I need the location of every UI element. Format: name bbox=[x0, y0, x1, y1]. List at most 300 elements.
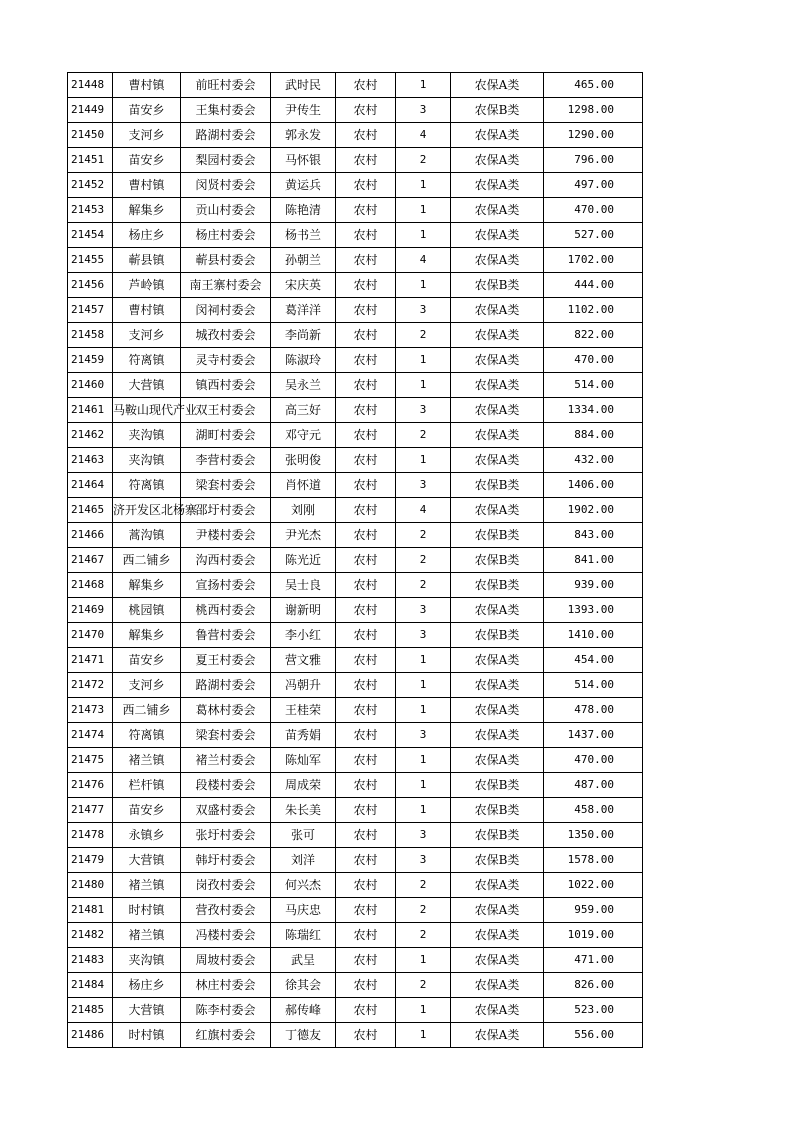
table-row bbox=[68, 173, 643, 198]
cell-count: 3 bbox=[396, 723, 451, 748]
cell-amount: 796.00 bbox=[544, 148, 643, 173]
cell-area: 农村 bbox=[336, 848, 396, 873]
table-row bbox=[68, 998, 643, 1023]
cell-id: 21463 bbox=[68, 448, 113, 473]
cell-area: 农村 bbox=[336, 223, 396, 248]
cell-name: 刘刚 bbox=[271, 498, 336, 523]
cell-town: 支河乡 bbox=[113, 123, 181, 148]
table-row bbox=[68, 598, 643, 623]
cell-village: 葛林村委会 bbox=[181, 698, 271, 723]
cell-count: 3 bbox=[396, 848, 451, 873]
table-row bbox=[68, 223, 643, 248]
cell-village: 鲁营村委会 bbox=[181, 623, 271, 648]
cell-id: 21459 bbox=[68, 348, 113, 373]
cell-area: 农村 bbox=[336, 948, 396, 973]
cell-count: 1 bbox=[396, 748, 451, 773]
cell-amount: 1393.00 bbox=[544, 598, 643, 623]
cell-count: 1 bbox=[396, 198, 451, 223]
table-row bbox=[68, 248, 643, 273]
table-row bbox=[68, 123, 643, 148]
cell-category: 农保B类 bbox=[451, 623, 544, 648]
cell-category: 农保A类 bbox=[451, 173, 544, 198]
cell-count: 2 bbox=[396, 898, 451, 923]
cell-town: 大营镇 bbox=[113, 373, 181, 398]
table-row bbox=[68, 298, 643, 323]
cell-town: 杨庄乡 bbox=[113, 223, 181, 248]
cell-area: 农村 bbox=[336, 798, 396, 823]
cell-area: 农村 bbox=[336, 548, 396, 573]
cell-id: 21457 bbox=[68, 298, 113, 323]
cell-amount: 470.00 bbox=[544, 198, 643, 223]
cell-area: 农村 bbox=[336, 398, 396, 423]
cell-area: 农村 bbox=[336, 923, 396, 948]
cell-amount: 959.00 bbox=[544, 898, 643, 923]
cell-id: 21456 bbox=[68, 273, 113, 298]
cell-village: 闵贤村委会 bbox=[181, 173, 271, 198]
cell-amount: 822.00 bbox=[544, 323, 643, 348]
cell-town: 苗安乡 bbox=[113, 798, 181, 823]
cell-amount: 523.00 bbox=[544, 998, 643, 1023]
cell-town: 符离镇 bbox=[113, 473, 181, 498]
cell-town: 时村镇 bbox=[113, 898, 181, 923]
cell-amount: 478.00 bbox=[544, 698, 643, 723]
cell-id: 21460 bbox=[68, 373, 113, 398]
cell-name: 徐其会 bbox=[271, 973, 336, 998]
cell-id: 21484 bbox=[68, 973, 113, 998]
cell-amount: 1102.00 bbox=[544, 298, 643, 323]
cell-amount: 1334.00 bbox=[544, 398, 643, 423]
cell-town: 西二铺乡 bbox=[113, 548, 181, 573]
cell-village: 邵圩村委会 bbox=[181, 498, 271, 523]
cell-name: 武时民 bbox=[271, 73, 336, 98]
cell-count: 1 bbox=[396, 773, 451, 798]
cell-id: 21479 bbox=[68, 848, 113, 873]
table-row bbox=[68, 973, 643, 998]
cell-category: 农保A类 bbox=[451, 1023, 544, 1048]
table-row bbox=[68, 623, 643, 648]
cell-category: 农保B类 bbox=[451, 773, 544, 798]
cell-amount: 1410.00 bbox=[544, 623, 643, 648]
cell-category: 农保B类 bbox=[451, 273, 544, 298]
cell-name: 陈灿军 bbox=[271, 748, 336, 773]
cell-amount: 527.00 bbox=[544, 223, 643, 248]
table-row bbox=[68, 98, 643, 123]
cell-category: 农保A类 bbox=[451, 323, 544, 348]
cell-village: 岗孜村委会 bbox=[181, 873, 271, 898]
cell-count: 1 bbox=[396, 798, 451, 823]
cell-village: 段楼村委会 bbox=[181, 773, 271, 798]
cell-count: 2 bbox=[396, 523, 451, 548]
cell-town: 夹沟镇 bbox=[113, 948, 181, 973]
table-row bbox=[68, 148, 643, 173]
cell-town: 褚兰镇 bbox=[113, 873, 181, 898]
cell-category: 农保A类 bbox=[451, 123, 544, 148]
cell-name: 陈淑玲 bbox=[271, 348, 336, 373]
cell-village: 闵祠村委会 bbox=[181, 298, 271, 323]
cell-amount: 471.00 bbox=[544, 948, 643, 973]
cell-count: 2 bbox=[396, 923, 451, 948]
cell-category: 农保A类 bbox=[451, 373, 544, 398]
cell-id: 21477 bbox=[68, 798, 113, 823]
cell-area: 农村 bbox=[336, 273, 396, 298]
cell-town: 解集乡 bbox=[113, 198, 181, 223]
cell-town: 杨庄乡 bbox=[113, 973, 181, 998]
cell-area: 农村 bbox=[336, 673, 396, 698]
cell-town: 褚兰镇 bbox=[113, 748, 181, 773]
cell-name: 邓守元 bbox=[271, 423, 336, 448]
cell-name: 李小红 bbox=[271, 623, 336, 648]
cell-area: 农村 bbox=[336, 373, 396, 398]
cell-area: 农村 bbox=[336, 648, 396, 673]
table-row bbox=[68, 773, 643, 798]
cell-amount: 1902.00 bbox=[544, 498, 643, 523]
cell-amount: 465.00 bbox=[544, 73, 643, 98]
cell-area: 农村 bbox=[336, 148, 396, 173]
cell-town: 蒿沟镇 bbox=[113, 523, 181, 548]
cell-village: 路湖村委会 bbox=[181, 123, 271, 148]
cell-count: 2 bbox=[396, 548, 451, 573]
cell-amount: 1290.00 bbox=[544, 123, 643, 148]
cell-name: 宋庆英 bbox=[271, 273, 336, 298]
cell-id: 21458 bbox=[68, 323, 113, 348]
cell-count: 1 bbox=[396, 673, 451, 698]
cell-count: 1 bbox=[396, 348, 451, 373]
cell-village: 尹楼村委会 bbox=[181, 523, 271, 548]
table-row bbox=[68, 498, 643, 523]
cell-id: 21468 bbox=[68, 573, 113, 598]
cell-name: 丁德友 bbox=[271, 1023, 336, 1048]
cell-area: 农村 bbox=[336, 473, 396, 498]
cell-count: 1 bbox=[396, 948, 451, 973]
table-body bbox=[68, 73, 643, 1048]
cell-town: 大营镇 bbox=[113, 848, 181, 873]
table-row bbox=[68, 423, 643, 448]
cell-amount: 1578.00 bbox=[544, 848, 643, 873]
cell-name: 吴士良 bbox=[271, 573, 336, 598]
cell-village: 周坡村委会 bbox=[181, 948, 271, 973]
cell-amount: 1702.00 bbox=[544, 248, 643, 273]
cell-amount: 1406.00 bbox=[544, 473, 643, 498]
cell-area: 农村 bbox=[336, 773, 396, 798]
cell-amount: 514.00 bbox=[544, 673, 643, 698]
cell-count: 2 bbox=[396, 423, 451, 448]
cell-amount: 884.00 bbox=[544, 423, 643, 448]
cell-area: 农村 bbox=[336, 1023, 396, 1048]
cell-town: 西二铺乡 bbox=[113, 698, 181, 723]
cell-town: 蕲县镇 bbox=[113, 248, 181, 273]
cell-village: 湖町村委会 bbox=[181, 423, 271, 448]
cell-category: 农保A类 bbox=[451, 198, 544, 223]
cell-count: 1 bbox=[396, 73, 451, 98]
cell-count: 1 bbox=[396, 223, 451, 248]
cell-area: 农村 bbox=[336, 698, 396, 723]
table-row bbox=[68, 848, 643, 873]
cell-village: 宣扬村委会 bbox=[181, 573, 271, 598]
cell-name: 张可 bbox=[271, 823, 336, 848]
cell-id: 21482 bbox=[68, 923, 113, 948]
cell-village: 镇西村委会 bbox=[181, 373, 271, 398]
cell-area: 农村 bbox=[336, 748, 396, 773]
cell-village: 梁套村委会 bbox=[181, 723, 271, 748]
cell-town: 芦岭镇 bbox=[113, 273, 181, 298]
cell-id: 21474 bbox=[68, 723, 113, 748]
record-table bbox=[67, 72, 643, 1048]
cell-area: 农村 bbox=[336, 573, 396, 598]
cell-town: 支河乡 bbox=[113, 673, 181, 698]
table-row bbox=[68, 448, 643, 473]
cell-id: 21467 bbox=[68, 548, 113, 573]
cell-village: 夏王村委会 bbox=[181, 648, 271, 673]
cell-id: 21450 bbox=[68, 123, 113, 148]
cell-amount: 454.00 bbox=[544, 648, 643, 673]
cell-area: 农村 bbox=[336, 873, 396, 898]
cell-town: 永镇乡 bbox=[113, 823, 181, 848]
cell-village: 陈李村委会 bbox=[181, 998, 271, 1023]
cell-village: 沟西村委会 bbox=[181, 548, 271, 573]
cell-area: 农村 bbox=[336, 98, 396, 123]
table-row bbox=[68, 73, 643, 98]
cell-category: 农保A类 bbox=[451, 498, 544, 523]
cell-id: 21462 bbox=[68, 423, 113, 448]
cell-count: 1 bbox=[396, 273, 451, 298]
table-row bbox=[68, 873, 643, 898]
cell-area: 农村 bbox=[336, 523, 396, 548]
cell-name: 朱长美 bbox=[271, 798, 336, 823]
cell-category: 农保A类 bbox=[451, 298, 544, 323]
cell-town: 支河乡 bbox=[113, 323, 181, 348]
cell-amount: 458.00 bbox=[544, 798, 643, 823]
cell-id: 21481 bbox=[68, 898, 113, 923]
cell-category: 农保A类 bbox=[451, 148, 544, 173]
cell-town: 苗安乡 bbox=[113, 98, 181, 123]
cell-count: 3 bbox=[396, 98, 451, 123]
cell-count: 3 bbox=[396, 823, 451, 848]
cell-category: 农保A类 bbox=[451, 698, 544, 723]
cell-area: 农村 bbox=[336, 173, 396, 198]
cell-area: 农村 bbox=[336, 898, 396, 923]
cell-village: 红旗村委会 bbox=[181, 1023, 271, 1048]
cell-town: 大营镇 bbox=[113, 998, 181, 1023]
cell-name: 陈艳清 bbox=[271, 198, 336, 223]
cell-category: 农保B类 bbox=[451, 823, 544, 848]
cell-village: 前旺村委会 bbox=[181, 73, 271, 98]
cell-id: 21453 bbox=[68, 198, 113, 223]
cell-category: 农保A类 bbox=[451, 398, 544, 423]
cell-id: 21461 bbox=[68, 398, 113, 423]
cell-category: 农保B类 bbox=[451, 473, 544, 498]
cell-amount: 843.00 bbox=[544, 523, 643, 548]
cell-village: 南王寨村委会 bbox=[181, 273, 271, 298]
cell-town: 曹村镇 bbox=[113, 73, 181, 98]
cell-name: 吴永兰 bbox=[271, 373, 336, 398]
cell-count: 4 bbox=[396, 248, 451, 273]
cell-town: 曹村镇 bbox=[113, 173, 181, 198]
cell-id: 21475 bbox=[68, 748, 113, 773]
cell-name: 武呈 bbox=[271, 948, 336, 973]
cell-count: 4 bbox=[396, 123, 451, 148]
cell-count: 1 bbox=[396, 373, 451, 398]
cell-category: 农保A类 bbox=[451, 348, 544, 373]
cell-count: 4 bbox=[396, 498, 451, 523]
table-row bbox=[68, 948, 643, 973]
cell-count: 2 bbox=[396, 873, 451, 898]
cell-category: 农保A类 bbox=[451, 748, 544, 773]
cell-id: 21469 bbox=[68, 598, 113, 623]
cell-town: 苗安乡 bbox=[113, 648, 181, 673]
cell-amount: 470.00 bbox=[544, 748, 643, 773]
cell-id: 21485 bbox=[68, 998, 113, 1023]
cell-category: 农保A类 bbox=[451, 998, 544, 1023]
cell-count: 3 bbox=[396, 598, 451, 623]
cell-area: 农村 bbox=[336, 998, 396, 1023]
cell-village: 冯楼村委会 bbox=[181, 923, 271, 948]
cell-amount: 556.00 bbox=[544, 1023, 643, 1048]
cell-count: 1 bbox=[396, 998, 451, 1023]
table-row bbox=[68, 573, 643, 598]
cell-area: 农村 bbox=[336, 123, 396, 148]
table-row bbox=[68, 723, 643, 748]
cell-area: 农村 bbox=[336, 348, 396, 373]
cell-area: 农村 bbox=[336, 323, 396, 348]
cell-category: 农保A类 bbox=[451, 898, 544, 923]
cell-village: 双盛村委会 bbox=[181, 798, 271, 823]
cell-count: 1 bbox=[396, 648, 451, 673]
cell-name: 葛洋洋 bbox=[271, 298, 336, 323]
cell-area: 农村 bbox=[336, 448, 396, 473]
cell-town: 夹沟镇 bbox=[113, 423, 181, 448]
cell-village: 林庄村委会 bbox=[181, 973, 271, 998]
cell-category: 农保A类 bbox=[451, 673, 544, 698]
cell-name: 郝传峰 bbox=[271, 998, 336, 1023]
cell-name: 李尚新 bbox=[271, 323, 336, 348]
cell-area: 农村 bbox=[336, 423, 396, 448]
cell-category: 农保A类 bbox=[451, 873, 544, 898]
cell-id: 21478 bbox=[68, 823, 113, 848]
cell-name: 肖怀道 bbox=[271, 473, 336, 498]
table-row bbox=[68, 923, 643, 948]
cell-category: 农保A类 bbox=[451, 973, 544, 998]
cell-area: 农村 bbox=[336, 198, 396, 223]
cell-area: 农村 bbox=[336, 248, 396, 273]
cell-category: 农保B类 bbox=[451, 548, 544, 573]
cell-id: 21483 bbox=[68, 948, 113, 973]
cell-town: 栏杆镇 bbox=[113, 773, 181, 798]
cell-id: 21471 bbox=[68, 648, 113, 673]
cell-amount: 1350.00 bbox=[544, 823, 643, 848]
cell-amount: 841.00 bbox=[544, 548, 643, 573]
cell-town: 解集乡 bbox=[113, 573, 181, 598]
cell-village: 蕲县村委会 bbox=[181, 248, 271, 273]
cell-amount: 939.00 bbox=[544, 573, 643, 598]
cell-town: 马鞍山现代产业 bbox=[113, 398, 181, 423]
cell-amount: 826.00 bbox=[544, 973, 643, 998]
cell-village: 城孜村委会 bbox=[181, 323, 271, 348]
table-row bbox=[68, 273, 643, 298]
cell-village: 王集村委会 bbox=[181, 98, 271, 123]
cell-amount: 1437.00 bbox=[544, 723, 643, 748]
cell-village: 李营村委会 bbox=[181, 448, 271, 473]
cell-area: 农村 bbox=[336, 723, 396, 748]
cell-amount: 514.00 bbox=[544, 373, 643, 398]
cell-amount: 1019.00 bbox=[544, 923, 643, 948]
cell-town: 褚兰镇 bbox=[113, 923, 181, 948]
cell-category: 农保A类 bbox=[451, 248, 544, 273]
cell-count: 3 bbox=[396, 623, 451, 648]
table-row bbox=[68, 348, 643, 373]
cell-id: 21470 bbox=[68, 623, 113, 648]
cell-town: 符离镇 bbox=[113, 348, 181, 373]
cell-amount: 432.00 bbox=[544, 448, 643, 473]
cell-count: 2 bbox=[396, 573, 451, 598]
cell-village: 营孜村委会 bbox=[181, 898, 271, 923]
table-row bbox=[68, 1023, 643, 1048]
cell-town: 济开发区北杨寨 bbox=[113, 498, 181, 523]
cell-amount: 1022.00 bbox=[544, 873, 643, 898]
cell-category: 农保A类 bbox=[451, 73, 544, 98]
table-row bbox=[68, 323, 643, 348]
cell-town: 苗安乡 bbox=[113, 148, 181, 173]
cell-area: 农村 bbox=[336, 598, 396, 623]
cell-name: 马庆忠 bbox=[271, 898, 336, 923]
cell-count: 3 bbox=[396, 298, 451, 323]
cell-category: 农保B类 bbox=[451, 98, 544, 123]
cell-id: 21464 bbox=[68, 473, 113, 498]
cell-name: 黄运兵 bbox=[271, 173, 336, 198]
cell-id: 21465 bbox=[68, 498, 113, 523]
table-row bbox=[68, 548, 643, 573]
table-row bbox=[68, 673, 643, 698]
cell-area: 农村 bbox=[336, 298, 396, 323]
table-row bbox=[68, 373, 643, 398]
cell-village: 灵寺村委会 bbox=[181, 348, 271, 373]
cell-town: 桃园镇 bbox=[113, 598, 181, 623]
cell-amount: 1298.00 bbox=[544, 98, 643, 123]
cell-count: 1 bbox=[396, 173, 451, 198]
table-row bbox=[68, 473, 643, 498]
cell-count: 1 bbox=[396, 1023, 451, 1048]
cell-category: 农保A类 bbox=[451, 423, 544, 448]
cell-id: 21472 bbox=[68, 673, 113, 698]
cell-id: 21480 bbox=[68, 873, 113, 898]
cell-name: 何兴杰 bbox=[271, 873, 336, 898]
cell-area: 农村 bbox=[336, 623, 396, 648]
cell-id: 21449 bbox=[68, 98, 113, 123]
cell-count: 2 bbox=[396, 973, 451, 998]
cell-id: 21486 bbox=[68, 1023, 113, 1048]
cell-amount: 444.00 bbox=[544, 273, 643, 298]
cell-area: 农村 bbox=[336, 73, 396, 98]
cell-area: 农村 bbox=[336, 498, 396, 523]
cell-village: 杨庄村委会 bbox=[181, 223, 271, 248]
table-row bbox=[68, 698, 643, 723]
cell-area: 农村 bbox=[336, 973, 396, 998]
table-row bbox=[68, 748, 643, 773]
cell-amount: 497.00 bbox=[544, 173, 643, 198]
cell-village: 张圩村委会 bbox=[181, 823, 271, 848]
cell-village: 贡山村委会 bbox=[181, 198, 271, 223]
cell-category: 农保B类 bbox=[451, 798, 544, 823]
cell-village: 双王村委会 bbox=[181, 398, 271, 423]
cell-area: 农村 bbox=[336, 823, 396, 848]
cell-count: 3 bbox=[396, 473, 451, 498]
cell-town: 夹沟镇 bbox=[113, 448, 181, 473]
cell-amount: 487.00 bbox=[544, 773, 643, 798]
table-row bbox=[68, 898, 643, 923]
cell-village: 梨园村委会 bbox=[181, 148, 271, 173]
cell-amount: 470.00 bbox=[544, 348, 643, 373]
cell-category: 农保A类 bbox=[451, 723, 544, 748]
cell-village: 褚兰村委会 bbox=[181, 748, 271, 773]
